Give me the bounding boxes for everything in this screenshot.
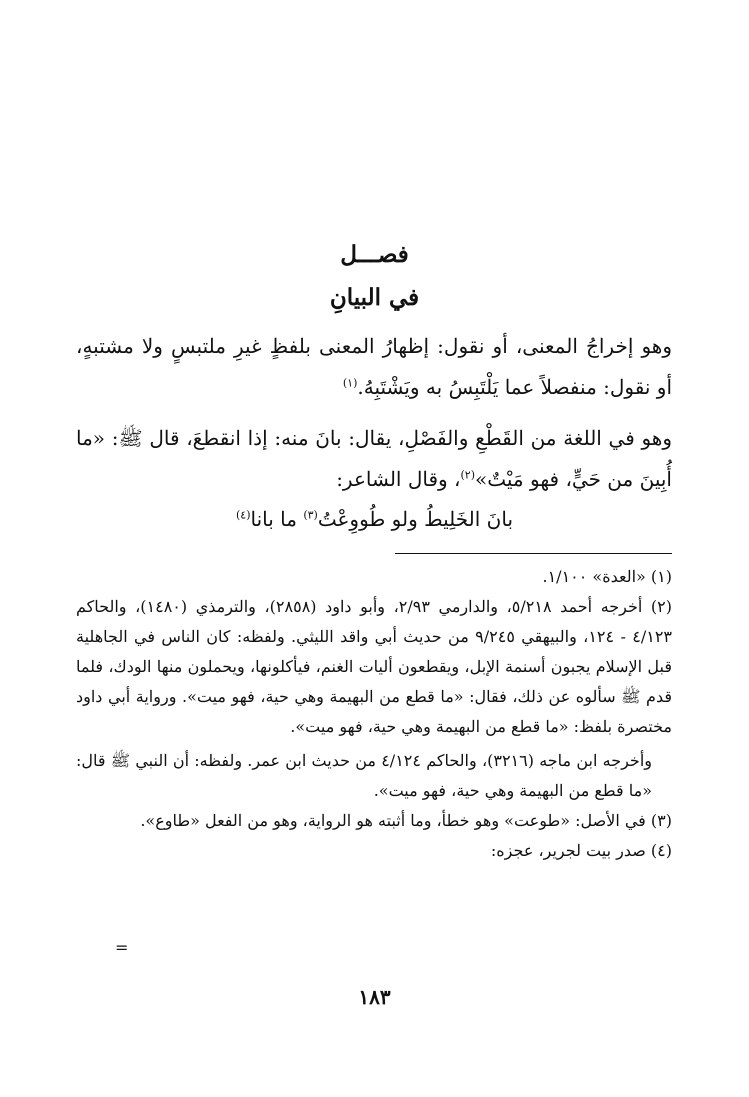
poetry-verse xyxy=(0,499,749,540)
body-paragraph-definition xyxy=(76,326,672,408)
footnote-2: (٢) أخرجه أحمد ٥/٢١٨، والدارمي ٢/٩٣، وأبو داود (٢٨٥٨)، والترمذي (١٤٨٠)، والحاكم ٤/١٢٣ - ١٢٤، والبيهقي ٩/٢٤٥ من حديث أبي واقد الليثي. ولفظه: كان الناس في الجاهلية قبل الإسلام يجبون أسنمة الإبل، ويقطعون أليات الغنم، فيأكلونها، ويحملون منها الودك، فلما قدم ﷺ سألوه عن ذلك، فقال: «ما قطع من البهيمة وهي حية، فهو ميت». ورواية أبي داود مختصرة بلفظ: «ما قطع من البهيمة وهي حية، فهو ميت». xyxy=(76,597,672,736)
footnote-ref-2: (٢) xyxy=(460,468,476,482)
footnote-1: (١) «العدة» ١/١٠٠. xyxy=(542,567,672,586)
continuation-marker: = xyxy=(115,938,129,957)
linguistic-text: وهو في اللغة من القَطْعِ والفَصْلِ، يقال: بانَ منه: إذا انقطعَ، قال ﷺ: «ما أُبِينَ من حَيٍّ، فهو مَيْتٌ» xyxy=(76,426,672,491)
section-heading: فصـــل xyxy=(340,241,409,268)
footnote-ref-3: (٣) xyxy=(303,508,318,522)
footnotes xyxy=(76,562,672,866)
section-subheading: في البيانِ xyxy=(329,284,420,311)
page-number: ١٨٣ xyxy=(358,985,391,1009)
footnote-separator xyxy=(395,553,672,554)
footnote-4: (٤) صدر بيت لجرير، عجزه: xyxy=(490,841,672,860)
footnote-ref-4: (٤) xyxy=(235,508,251,522)
linguistic-text-tail: ، وقال الشاعر: xyxy=(336,467,461,491)
body-paragraph-linguistic xyxy=(76,418,672,500)
footnote-3: (٣) في الأصل: «طوعت» وهو خطأ، وما أثبته هو الرواية، وهو من الفعل «طاوع». xyxy=(140,811,672,830)
definition-text: وهو إخراجُ المعنى، أو نقول: إظهارُ المعنى بلفظٍ غيرِ ملتبسٍ ولا مشتبهٍ، أو نقول: منفصلاً عما يَلْتَبِسُ به ويَشْتَبِهُ. xyxy=(76,334,672,399)
footnote-ref-1: (١) xyxy=(342,376,358,390)
verse-text-b: ما بانا xyxy=(250,507,304,531)
verse-text-a: بانَ الخَلِيطُ ولو طُووِعْتُ xyxy=(317,507,514,531)
footnote-2-continuation: وأخرجه ابن ماجه (٣٢١٦)، والحاكم ٤/١٢٤ من حديث ابن عمر. ولفظه: أن النبي ﷺ قال: «ما قطع من البهيمة وهي حية، فهو ميت». xyxy=(76,751,652,800)
